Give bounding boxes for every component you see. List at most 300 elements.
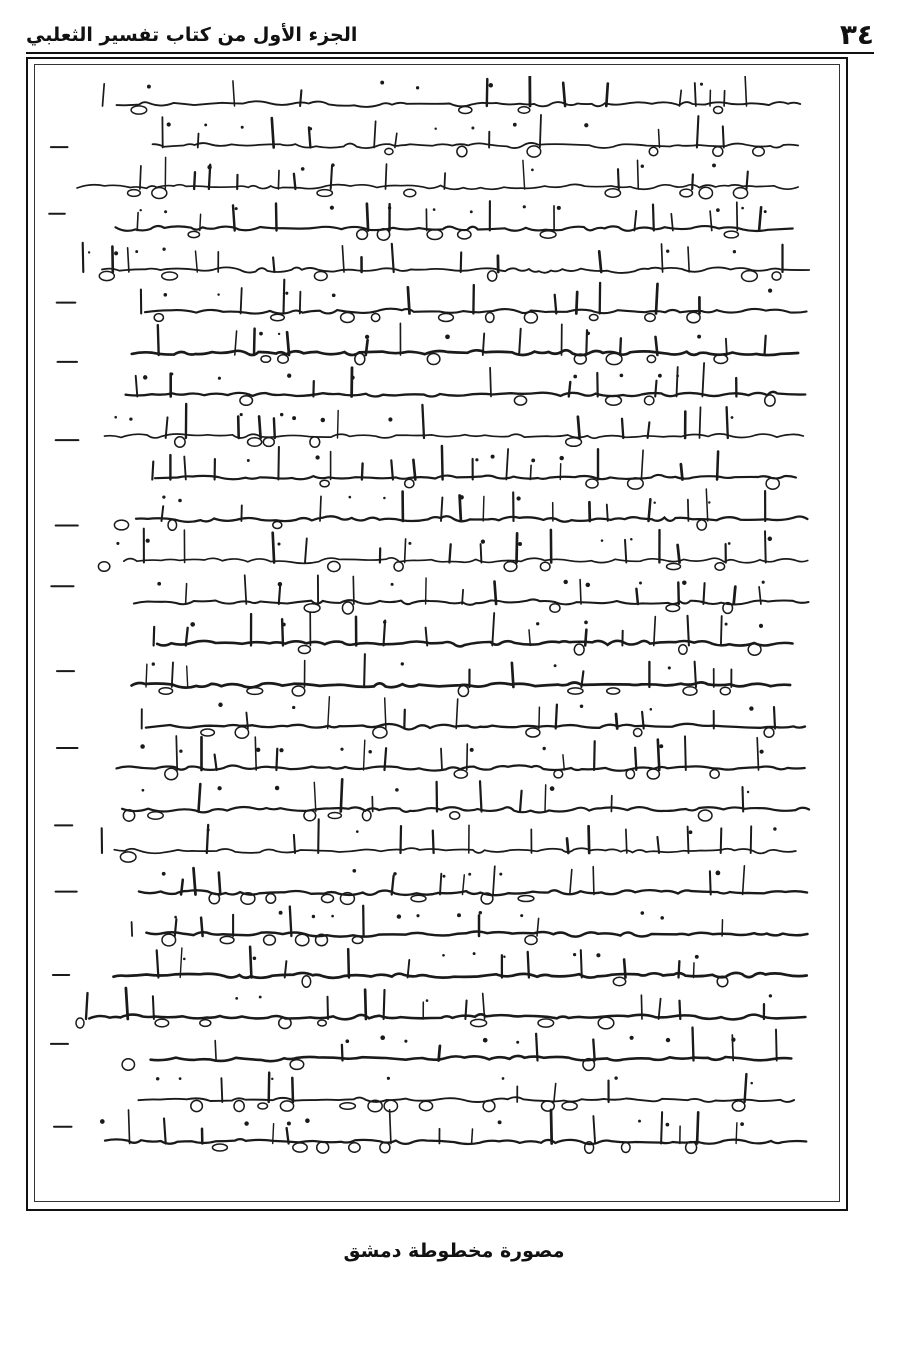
ink-stroke <box>585 630 586 646</box>
ink-stroke <box>304 810 316 821</box>
ink-stroke <box>238 417 239 439</box>
ink-stroke <box>394 562 403 571</box>
ink-stroke <box>310 437 320 448</box>
ink-dot <box>491 455 495 459</box>
ink-stroke <box>713 147 723 157</box>
ink-stroke <box>687 312 700 323</box>
ink-stroke <box>152 188 167 199</box>
ink-dot <box>740 1122 744 1126</box>
ink-dot <box>330 206 334 210</box>
manuscript-line <box>114 489 807 530</box>
ink-dot <box>416 914 419 917</box>
ink-stroke <box>140 166 141 189</box>
ink-stroke <box>172 662 173 687</box>
ink-stroke <box>593 1116 595 1143</box>
ink-stroke <box>405 539 406 563</box>
ink-dot <box>749 706 753 710</box>
ink-dot <box>277 542 280 545</box>
ink-stroke <box>364 740 365 770</box>
ink-stroke <box>593 867 594 895</box>
ink-dot <box>321 418 325 422</box>
ink-stroke <box>540 231 556 238</box>
ink-stroke <box>765 395 775 406</box>
ink-dot <box>516 496 520 500</box>
ink-stroke <box>667 563 681 569</box>
ink-dot <box>301 167 305 171</box>
manuscript-line <box>103 76 801 114</box>
ink-stroke <box>442 446 443 480</box>
ink-stroke <box>386 164 387 189</box>
ink-stroke <box>624 960 625 978</box>
ink-dot <box>387 1077 390 1080</box>
ink-dot <box>256 748 260 752</box>
ink-stroke <box>742 271 758 282</box>
ink-stroke <box>294 174 296 189</box>
ink-dot <box>498 1120 502 1124</box>
ink-dot <box>331 163 335 167</box>
ink-stroke <box>679 961 680 977</box>
ink-dot <box>475 458 478 461</box>
ink-dot <box>179 1077 182 1080</box>
ink-stroke <box>641 450 643 479</box>
ink-dot <box>292 706 295 709</box>
ink-stroke <box>215 1041 216 1061</box>
ink-dot <box>240 413 243 416</box>
ink-stroke <box>269 1073 270 1102</box>
ink-stroke <box>129 1110 130 1144</box>
ink-stroke <box>261 356 271 363</box>
manuscript-line <box>142 697 805 739</box>
ink-stroke <box>594 741 595 770</box>
ink-stroke <box>385 148 393 154</box>
manuscript-line <box>83 243 810 282</box>
ink-dot <box>279 911 283 915</box>
ink-stroke <box>765 336 766 355</box>
ink-stroke <box>486 313 494 323</box>
ink-stroke <box>212 1144 227 1151</box>
ink-stroke <box>76 1018 84 1028</box>
ink-stroke <box>620 338 621 355</box>
ink-stroke <box>772 272 781 280</box>
ink-stroke <box>362 810 371 820</box>
ink-stroke <box>384 621 386 646</box>
ink-stroke <box>126 988 128 1019</box>
ink-dot <box>769 994 772 997</box>
ink-dot <box>716 208 720 212</box>
ink-stroke <box>117 101 801 107</box>
ink-dot <box>259 996 262 999</box>
ink-dot <box>247 459 250 462</box>
ink-stroke <box>649 147 658 155</box>
ink-stroke <box>492 613 494 645</box>
ink-stroke <box>341 313 355 323</box>
ink-dot <box>433 208 436 211</box>
ink-stroke <box>556 705 557 729</box>
ink-stroke <box>274 418 275 438</box>
ink-stroke <box>258 1103 268 1109</box>
ink-stroke <box>340 1103 356 1109</box>
ink-stroke <box>422 405 424 438</box>
ink-dot <box>383 497 386 500</box>
ink-dot <box>217 293 219 295</box>
ink-stroke <box>342 602 353 614</box>
ink-dot <box>401 662 404 665</box>
ink-stroke <box>331 166 332 189</box>
ink-stroke <box>700 407 701 438</box>
ink-stroke <box>318 1020 327 1026</box>
ink-stroke <box>737 202 738 230</box>
ink-dot <box>586 331 590 335</box>
ink-stroke <box>338 411 339 439</box>
ink-stroke <box>314 272 327 281</box>
manuscript-line <box>77 157 798 198</box>
ink-stroke <box>266 894 276 903</box>
ink-stroke <box>287 332 289 355</box>
ink-stroke <box>678 545 680 563</box>
ink-dot <box>666 250 669 253</box>
ink-stroke <box>566 438 582 447</box>
ink-dot <box>287 1122 291 1126</box>
ink-dot <box>146 539 150 543</box>
ink-dot <box>143 375 147 379</box>
ink-stroke <box>677 367 678 397</box>
ink-stroke <box>472 1129 473 1144</box>
ink-stroke <box>419 1101 432 1110</box>
ink-dot <box>129 417 132 420</box>
ink-stroke <box>278 171 279 190</box>
ink-stroke <box>481 544 482 562</box>
ink-dot <box>174 916 177 919</box>
ink-dot <box>639 582 642 585</box>
ink-stroke <box>342 1045 343 1061</box>
ink-stroke <box>688 500 689 521</box>
ink-stroke <box>294 835 295 853</box>
ink-stroke <box>263 438 274 447</box>
ink-dot <box>536 622 539 625</box>
ink-stroke <box>450 812 460 819</box>
ink-stroke <box>654 617 656 646</box>
manuscript-line <box>102 819 796 862</box>
ink-stroke <box>157 641 792 647</box>
ink-stroke <box>426 578 427 604</box>
ink-stroke <box>374 121 376 147</box>
ink-dot <box>518 542 522 546</box>
ink-stroke <box>352 937 362 944</box>
ink-stroke <box>693 1028 694 1061</box>
ink-stroke <box>433 831 434 853</box>
ink-stroke <box>151 1056 792 1061</box>
ink-dot <box>164 210 167 213</box>
ink-stroke <box>427 354 440 365</box>
ink-stroke <box>493 866 495 894</box>
ink-dot <box>559 456 563 460</box>
ink-stroke <box>314 782 316 811</box>
ink-stroke <box>191 1100 203 1111</box>
ink-stroke <box>717 452 718 480</box>
ink-dot <box>340 748 343 751</box>
ink-stroke <box>132 350 798 355</box>
ink-stroke <box>540 115 541 148</box>
ink-stroke <box>764 728 774 738</box>
manuscript-line <box>105 404 804 447</box>
ink-stroke <box>365 990 366 1019</box>
ink-stroke <box>162 934 176 946</box>
ink-stroke <box>774 707 775 728</box>
ink-stroke <box>688 827 689 853</box>
ink-stroke <box>145 309 807 314</box>
ink-stroke <box>404 189 416 196</box>
ink-stroke <box>688 616 689 646</box>
ink-stroke <box>607 505 608 521</box>
ink-stroke <box>680 189 693 197</box>
ink-dot <box>217 786 221 790</box>
ink-dot <box>275 786 279 790</box>
ink-stroke <box>380 1142 390 1152</box>
ink-stroke <box>298 646 310 654</box>
ink-stroke <box>697 520 706 530</box>
ink-stroke <box>457 146 467 156</box>
manuscript-line <box>138 1073 794 1112</box>
ink-stroke <box>155 1019 169 1027</box>
ink-stroke <box>504 562 517 572</box>
ink-stroke <box>555 295 557 314</box>
ink-stroke <box>745 1074 747 1102</box>
ink-stroke <box>645 396 654 405</box>
ink-stroke <box>454 770 467 778</box>
ink-stroke <box>116 226 793 231</box>
ink-stroke <box>320 496 321 521</box>
ink-dot <box>666 1123 670 1127</box>
ink-stroke <box>164 1119 166 1144</box>
ink-dot <box>147 85 151 89</box>
ink-stroke <box>120 852 136 862</box>
ink-dot <box>183 958 186 961</box>
ink-stroke <box>105 434 804 438</box>
ink-dot <box>638 1120 641 1123</box>
ink-dot <box>408 542 411 545</box>
ink-dot <box>280 413 283 416</box>
ink-dot <box>697 335 701 339</box>
ink-stroke <box>264 935 276 945</box>
ink-dot <box>731 1038 735 1042</box>
ink-dot <box>397 914 401 918</box>
ink-stroke <box>124 558 808 564</box>
ink-dot <box>114 416 117 419</box>
ink-dot <box>760 750 764 754</box>
ink-stroke <box>635 748 636 770</box>
ink-stroke <box>539 707 540 728</box>
ink-stroke <box>681 464 683 479</box>
ink-stroke <box>649 499 651 521</box>
ink-stroke <box>146 664 147 687</box>
ink-dot <box>596 953 600 957</box>
ink-dot <box>614 1076 617 1079</box>
ink-dot <box>88 251 90 253</box>
ink-stroke <box>721 828 722 853</box>
ink-stroke <box>152 462 153 480</box>
ink-stroke <box>233 81 235 106</box>
ink-dot <box>543 747 546 750</box>
ink-stroke <box>743 866 745 895</box>
manuscript-line <box>154 612 793 655</box>
ink-stroke <box>158 325 159 355</box>
ink-stroke <box>726 339 727 355</box>
ink-stroke <box>483 497 484 522</box>
ink-stroke <box>279 585 280 604</box>
ink-stroke <box>103 84 105 106</box>
ink-stroke <box>366 340 368 355</box>
page-header <box>26 18 874 52</box>
ink-stroke <box>318 819 319 853</box>
ink-stroke <box>89 1014 805 1019</box>
ink-stroke <box>695 83 696 106</box>
ink-stroke <box>427 230 442 240</box>
ink-stroke <box>545 785 546 812</box>
ink-dot <box>388 417 392 421</box>
ink-stroke <box>753 147 765 156</box>
ink-stroke <box>636 589 638 604</box>
manuscript-line <box>100 1110 806 1154</box>
manuscript-line <box>132 654 791 696</box>
ink-dot <box>395 788 399 792</box>
ink-dot <box>162 495 165 498</box>
ink-stroke <box>157 950 159 977</box>
ink-stroke <box>622 419 623 438</box>
ink-stroke <box>405 479 414 488</box>
ink-dot <box>659 744 663 748</box>
ink-stroke <box>122 1059 134 1071</box>
ink-stroke <box>155 475 796 479</box>
ink-stroke <box>523 160 525 189</box>
ink-stroke <box>348 949 349 977</box>
ink-stroke <box>538 1019 554 1027</box>
ink-dot <box>573 953 576 956</box>
ink-stroke <box>328 813 341 819</box>
ink-stroke <box>685 736 686 770</box>
ink-stroke <box>698 810 712 821</box>
ink-stroke <box>440 874 441 895</box>
ink-stroke <box>576 292 577 314</box>
ink-stroke <box>695 662 696 687</box>
ink-stroke <box>766 478 779 489</box>
manuscript-line <box>139 866 807 905</box>
ink-dot <box>170 372 173 375</box>
ink-stroke <box>201 918 203 936</box>
ink-stroke <box>550 604 560 613</box>
ink-stroke <box>273 533 274 563</box>
ink-stroke <box>661 1112 662 1143</box>
ink-stroke <box>578 417 580 438</box>
ink-dot <box>479 911 482 914</box>
ink-stroke <box>666 605 680 612</box>
ink-stroke <box>186 584 187 604</box>
ink-stroke <box>710 211 712 230</box>
ink-dot <box>157 582 161 586</box>
ink-stroke <box>153 143 799 148</box>
ink-stroke <box>514 396 526 405</box>
manuscript-line <box>116 201 793 240</box>
ink-dot <box>244 1121 248 1125</box>
ink-stroke <box>296 934 309 945</box>
ink-dot <box>473 952 476 955</box>
manuscript-line <box>152 446 796 489</box>
ink-stroke <box>694 963 695 978</box>
ink-stroke <box>734 587 736 604</box>
ink-dot <box>586 583 591 588</box>
ink-dot <box>630 538 633 541</box>
ink-stroke <box>273 1124 274 1144</box>
ink-stroke <box>647 355 655 362</box>
ink-dot <box>391 583 394 586</box>
header-rule <box>26 52 874 54</box>
ink-stroke <box>200 1020 211 1027</box>
ink-dot <box>287 374 291 378</box>
ink-dot <box>773 827 776 830</box>
ink-dot <box>768 537 773 542</box>
ink-dot <box>563 580 567 584</box>
ink-dot <box>383 620 386 623</box>
ink-stroke <box>278 355 289 363</box>
ink-stroke <box>221 1078 222 1102</box>
ink-stroke <box>625 540 626 563</box>
ink-stroke <box>132 922 133 936</box>
ink-dot <box>725 623 728 626</box>
ink-dot <box>434 127 436 129</box>
ink-stroke <box>165 768 178 780</box>
ink-stroke <box>626 829 627 853</box>
ink-dot <box>630 1036 634 1040</box>
ink-stroke <box>724 231 738 238</box>
ink-stroke <box>736 1123 737 1144</box>
ink-stroke <box>154 314 163 322</box>
ink-dot <box>278 582 283 587</box>
ink-stroke <box>748 644 761 655</box>
ink-dot <box>218 703 222 707</box>
ink-stroke <box>302 976 311 988</box>
ink-dot <box>142 789 145 792</box>
ink-stroke <box>317 190 332 197</box>
ink-stroke <box>710 770 719 779</box>
ink-stroke <box>724 91 725 106</box>
ink-stroke <box>373 727 387 738</box>
ink-dot <box>345 1039 349 1043</box>
ink-dot <box>416 86 419 89</box>
ink-stroke <box>200 214 201 230</box>
ink-stroke <box>645 314 655 322</box>
ink-dot <box>380 81 384 85</box>
page-number: ٣٤ <box>839 18 874 51</box>
ink-stroke <box>551 1110 552 1144</box>
ink-stroke <box>697 1112 698 1143</box>
ink-stroke <box>524 312 537 323</box>
ink-stroke <box>679 645 687 654</box>
ink-stroke <box>659 130 660 148</box>
ink-stroke <box>148 812 163 819</box>
ink-stroke <box>562 1102 577 1110</box>
ink-stroke <box>607 688 620 694</box>
ink-stroke <box>114 848 796 853</box>
ink-stroke <box>488 271 497 281</box>
manuscript-line <box>122 779 809 821</box>
ink-dot <box>550 786 555 791</box>
ink-stroke <box>153 996 154 1019</box>
ink-dot <box>666 1038 670 1042</box>
ink-stroke <box>458 230 471 239</box>
ink-stroke <box>461 253 462 273</box>
ink-dot <box>445 334 450 339</box>
ink-dot <box>741 207 744 210</box>
ink-stroke <box>616 714 617 729</box>
